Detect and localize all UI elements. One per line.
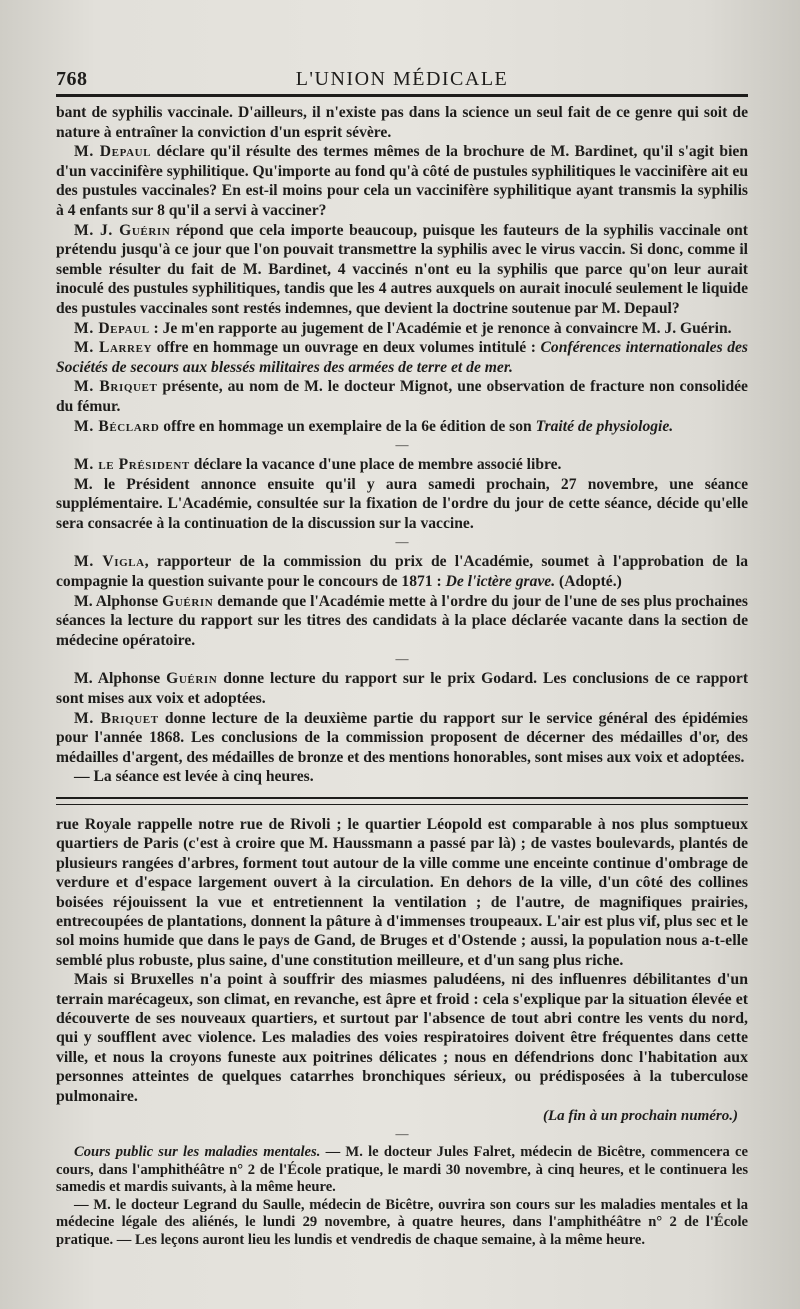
to-be-continued: (La fin à un prochain numéro.) <box>542 1108 738 1125</box>
paragraph-text: (Adopté.) <box>555 573 622 591</box>
paragraph-text: donne lecture de la deuxième partie du rapport sur le service général des épidémies pour l'année 1868. Les conclusions de la commission proposent de décerner des médailles d'or, des médailles d'argent, des médailles de bronze et des mentions honorables, sont mises aux voix et adoptées. <box>56 709 748 766</box>
speaker-name: M. Larrey <box>74 339 153 357</box>
section-separator: — <box>395 534 409 550</box>
paragraph-text: déclare la vacance d'une place de membre associé libre. <box>189 456 562 474</box>
running-head: L'UNION MÉDICALE <box>295 68 509 90</box>
speaker-name: M. J. Guérin <box>74 221 171 239</box>
academy-minutes <box>56 103 748 787</box>
paragraph-text: M. Alphonse <box>74 592 163 610</box>
speaker-name: M. Briquet <box>74 709 159 727</box>
paragraph-text: donne lecture du rapport sur le prix Godard. Les conclusions de ce rapport sont mises aux voix et adoptées. <box>56 670 749 708</box>
speaker-name: M. le Président <box>74 456 190 474</box>
paragraph <box>56 669 748 708</box>
paragraph: M. le Président annonce ensuite qu'il y aura samedi prochain, 27 novembre, une séance supplémentaire. L'Académie, consultée sur la fixation de l'ordre du jour de cette séance, décide qu'elle sera consacrée à la continuation de la discussion sur la vaccine. <box>56 475 748 532</box>
speaker-name: Guérin <box>166 670 218 688</box>
paragraph-text: déclare qu'il résulte des termes mêmes de la brochure de M. Bardinet, qu'il s'agit bien d'un vaccinifère syphilitique. Qu'importe au fond qu'à côté de pustules syphilitiques le vaccinifère ait eu des pustules vaccinales? En est-il moins pour cela un vaccinifère syphilitique ayant transmis la syphilis à 4 enfants sur 8 qu'il a servi à vacciner? <box>56 143 749 219</box>
paragraph-text: : Je m'en rapporte au jugement de l'Académie et je renonce à convaincre M. J. Guérin. <box>149 319 732 337</box>
paragraph-text: , rapporteur de la commission du prix de l'Académie, soumet à l'approbation de la compagnie la question suivante pour le concours de 1871 : <box>56 553 748 591</box>
paragraph <box>56 221 748 319</box>
paragraph: — La séance est levée à cinq heures. <box>74 768 314 786</box>
section-separator: — <box>395 651 409 667</box>
speaker-name: M. Béclard <box>74 417 160 435</box>
book-title: Traité de physiologie. <box>535 417 674 435</box>
paragraph <box>56 319 748 339</box>
paragraph <box>56 142 748 220</box>
speaker-name: M. Briquet <box>74 378 158 396</box>
paragraph-text: présente, au nom de M. le docteur Mignot, une observation de fracture non consolidée du fémur. <box>56 378 748 415</box>
announcement-title: Cours public sur les maladies mentales. <box>74 1144 321 1161</box>
paragraph <box>56 455 748 475</box>
section-separator: — <box>395 437 409 453</box>
announcements <box>56 1144 748 1250</box>
paragraph <box>56 709 748 768</box>
section-separator: — <box>395 1126 409 1142</box>
speaker-name: M. Depaul <box>74 319 150 337</box>
paragraph <box>56 338 748 377</box>
feuilleton <box>56 815 748 1250</box>
paragraph <box>56 552 748 591</box>
prize-question: De l'ictère grave. <box>445 573 556 591</box>
speaker-name: M. Depaul <box>74 143 152 161</box>
speaker-name: M. Vigla <box>74 553 145 571</box>
paragraph-text: offre en hommage un exemplaire de la 6e édition de son <box>159 417 536 435</box>
paragraph: rue Royale rappelle notre rue de Rivoli ; le quartier Léopold est comparable à nos plus somptueux quartiers de Paris (c'est à croire que M. Haussmann a passé par là) ; de vastes boulevards, plantés de plusieurs rangées d'arbres, forment tout autour de la ville comme une enceinte continue d'ombrage de verdure et d'espace largement ouvert à la circulation. En dehors de la ville, d'un côté des collines boisées réjouissent la vue et entretiennent la ventilation ; de l'autre, de magnifiques prairies, entrecoupées de plantations, donnent la pâture à d'immenses troupeaux. L'air est plus vif, plus sec et le sol moins humide que dans le pays de Gand, de Bruges et d'Ostende ; aussi, la population nous a-t-elle semblé plus robuste, plus saine, d'une constitution meilleure, et d'un sang plus riche. <box>56 816 748 969</box>
paragraph-text: répond que cela importe beaucoup, puisque les fauteurs de la syphilis vaccinale ont prétendu jusqu'à ce jour que l'on pouvait transmettre la syphilis avec le virus vaccin. Si donc, comme il semble résulter du fait de M. Bardinet, 4 vaccinés n'ont eu la syphilis que parce qu'on leur aurait inoculé des pustules syphilitiques, tandis que les 4 autres auxquels on aurait inoculé seulement le liquide des pustules vaccinales sont restés indemnes, que devient la doctrine soutenue par M. Depaul? <box>56 221 748 317</box>
announcement-text: — M. le docteur Jules Falret, médecin de Bicêtre, commencera ce cours, dans l'amphithéâtre n° 2 de l'École pratique, le mardi 30 novembre, à cinq heures, et le continuera les samedis et mardis suivants, à la même heure. <box>56 1144 748 1196</box>
announcement: — M. le docteur Legrand du Saulle, médecin de Bicêtre, ouvrira son cours sur les maladies mentales et la médecine légale des aliénés, le lundi 29 novembre, à quatre heures, dans l'amphithéâtre n° 2 de l'École pratique. — Les leçons auront lieu les lundis et vendredis de chaque semaine, à la même heure. <box>56 1196 748 1249</box>
feuilleton-rule <box>56 797 748 805</box>
page-number: 768 <box>56 68 88 90</box>
book-title: Conférences internationales des Sociétés de secours aux blessés militaires des armées de terre et de mer. <box>56 339 748 376</box>
paragraph <box>56 377 748 416</box>
paragraph: bant de syphilis vaccinale. D'ailleurs, il n'existe pas dans la science un seul fait de ce genre qui soit de nature à entraîner la conviction d'un esprit sévère. <box>56 104 748 141</box>
page-header <box>56 60 748 97</box>
paragraph <box>56 417 748 437</box>
paragraph: Mais si Bruxelles n'a point à souffrir des miasmes paludéens, ni des influenres débilitantes d'un terrain marécageux, son climat, en revanche, est âpre et froid : cela s'explique par la situation élevée et découverte de ses nouveaux quartiers, et surtout par l'absence de tout abri contre les vents du nord, qui y soufflent avec violence. Les maladies des voies respiratoires doivent être fréquentes dans cette ville, et nous la croyons funeste aux poitrines délicates ; nous en défendrions donc l'habitation aux personnes atteintes de quelques catarrhes bronchiques sérieux, ou prédisposées à la tuberculose pulmonaire. <box>56 971 748 1105</box>
paragraph <box>56 592 748 651</box>
paragraph-text: M. Alphonse <box>74 670 167 688</box>
announcement <box>56 1144 748 1197</box>
speaker-name: Guérin <box>162 592 214 610</box>
paragraph-text: offre en hommage un ouvrage en deux volumes intitulé : <box>152 339 541 357</box>
paragraph-text: demande que l'Académie mette à l'ordre du jour de l'une de ses plus prochaines séances la lecture du rapport sur les titres des candidats à la place déclarée vacante dans la section de médecine opératoire. <box>56 592 749 649</box>
